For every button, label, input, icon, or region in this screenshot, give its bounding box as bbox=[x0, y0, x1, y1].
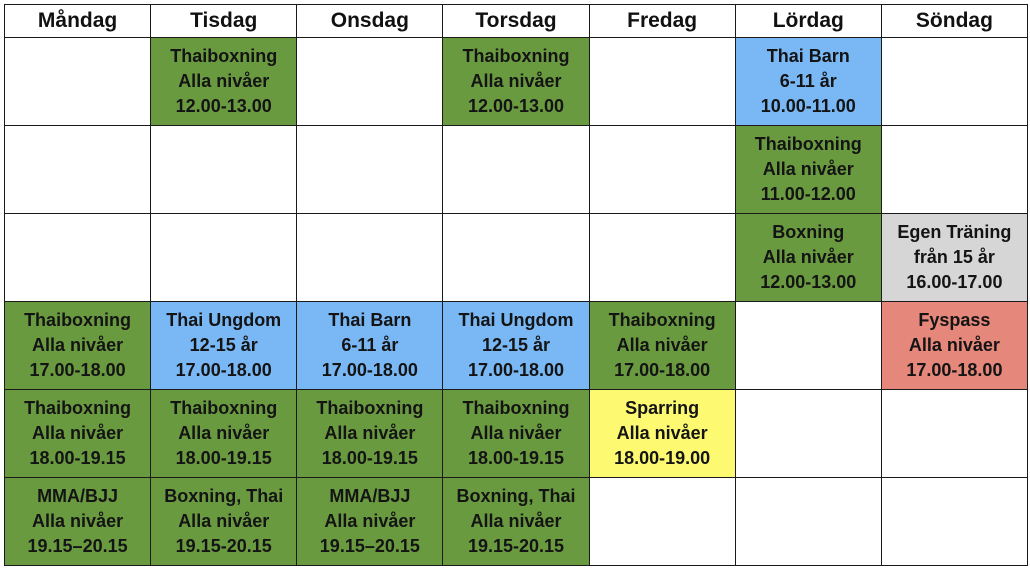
session-title: Boxning, Thai bbox=[164, 486, 284, 506]
empty-slot-cell bbox=[589, 38, 735, 126]
session-level: Alla nivåer bbox=[470, 71, 562, 91]
session-level: Alla nivåer bbox=[32, 335, 124, 355]
session-time: 17.00-18.00 bbox=[906, 360, 1003, 380]
session-level: Alla nivåer bbox=[470, 511, 562, 531]
empty-slot-cell bbox=[735, 478, 881, 566]
class-session-cell bbox=[151, 478, 297, 566]
session-level: Alla nivåer bbox=[470, 423, 562, 443]
class-session-cell bbox=[297, 302, 443, 390]
session-level: Alla nivåer bbox=[762, 159, 854, 179]
session-level: 12-15 år bbox=[481, 335, 551, 355]
schedule-row bbox=[5, 214, 1028, 302]
session-time: 18.00-19.15 bbox=[321, 448, 418, 468]
day-header-thursday: Torsdag bbox=[443, 5, 589, 38]
empty-slot-cell bbox=[5, 38, 151, 126]
class-session-cell bbox=[443, 478, 589, 566]
empty-slot-cell bbox=[297, 214, 443, 302]
session-title: Thai Ungdom bbox=[166, 310, 282, 330]
day-header-saturday: Lördag bbox=[735, 5, 881, 38]
session-level: Alla nivåer bbox=[178, 511, 270, 531]
session-level: 6-11 år bbox=[779, 71, 837, 91]
session-title: Thai Barn bbox=[766, 46, 850, 66]
session-title: MMA/BJJ bbox=[329, 486, 411, 506]
schedule-body bbox=[5, 38, 1028, 566]
session-level: Alla nivåer bbox=[178, 71, 270, 91]
session-level: Alla nivåer bbox=[32, 423, 124, 443]
class-session-cell bbox=[5, 390, 151, 478]
session-level: Alla nivåer bbox=[616, 335, 708, 355]
schedule-row bbox=[5, 478, 1028, 566]
session-title: MMA/BJJ bbox=[37, 486, 119, 506]
empty-slot-cell bbox=[443, 126, 589, 214]
session-time: 17.00-18.00 bbox=[467, 360, 565, 380]
session-level: 12-15 år bbox=[189, 335, 258, 355]
session-time: 11.00-12.00 bbox=[760, 184, 856, 204]
empty-slot-cell bbox=[881, 38, 1027, 126]
session-time: 12.00-13.00 bbox=[760, 272, 857, 292]
class-session-cell bbox=[735, 214, 881, 302]
empty-slot-cell bbox=[443, 214, 589, 302]
session-title: Thaiboxning bbox=[24, 398, 132, 418]
session-level: från 15 år bbox=[913, 247, 995, 267]
session-time: 12.00-13.00 bbox=[175, 96, 272, 116]
empty-slot-cell bbox=[297, 126, 443, 214]
session-level: Alla nivåer bbox=[324, 423, 416, 443]
session-time: 19.15–20.15 bbox=[27, 536, 128, 556]
session-level: Alla nivåer bbox=[32, 511, 124, 531]
class-session-cell bbox=[443, 302, 589, 390]
day-header-row bbox=[5, 5, 1028, 38]
empty-slot-cell bbox=[297, 38, 443, 126]
session-time: 19.15–20.15 bbox=[319, 536, 420, 556]
session-title: Thaiboxning bbox=[24, 310, 132, 330]
schedule-row bbox=[5, 38, 1028, 126]
schedule-row bbox=[5, 126, 1028, 214]
session-time: 17.00-18.00 bbox=[321, 360, 418, 380]
class-session-cell bbox=[735, 126, 881, 214]
empty-slot-cell bbox=[589, 478, 735, 566]
session-time: 18.00-19.15 bbox=[467, 448, 565, 468]
empty-slot-cell bbox=[5, 214, 151, 302]
class-session-cell bbox=[5, 302, 151, 390]
empty-slot-cell bbox=[151, 126, 297, 214]
class-session-cell bbox=[881, 302, 1027, 390]
empty-slot-cell bbox=[881, 390, 1027, 478]
class-session-cell bbox=[881, 214, 1027, 302]
session-level: Alla nivåer bbox=[762, 247, 854, 267]
session-time: 12.00-13.00 bbox=[467, 96, 565, 116]
empty-slot-cell bbox=[735, 390, 881, 478]
session-title: Sparring bbox=[625, 398, 700, 418]
session-title: Thaiboxning bbox=[170, 398, 278, 418]
class-session-cell bbox=[443, 390, 589, 478]
session-time: 17.00-18.00 bbox=[614, 360, 711, 380]
session-time: 18.00-19.15 bbox=[29, 448, 126, 468]
class-session-cell bbox=[443, 38, 589, 126]
session-time: 19.15-20.15 bbox=[467, 536, 565, 556]
class-session-cell bbox=[151, 390, 297, 478]
day-header-monday: Måndag bbox=[5, 5, 151, 38]
empty-slot-cell bbox=[151, 214, 297, 302]
class-session-cell bbox=[297, 390, 443, 478]
day-header-wednesday: Onsdag bbox=[297, 5, 443, 38]
session-level: Alla nivåer bbox=[178, 423, 270, 443]
session-title: Thai Barn bbox=[328, 310, 412, 330]
class-session-cell bbox=[297, 478, 443, 566]
session-title: Thaiboxning bbox=[316, 398, 424, 418]
session-title: Thai Ungdom bbox=[458, 310, 574, 330]
session-title: Thaiboxning bbox=[754, 134, 862, 154]
session-title: Fyspass bbox=[918, 310, 991, 330]
session-title: Egen Träning bbox=[897, 222, 1012, 242]
empty-slot-cell bbox=[589, 126, 735, 214]
class-session-cell bbox=[735, 38, 881, 126]
session-level: Alla nivåer bbox=[616, 423, 708, 443]
session-title: Boxning bbox=[772, 222, 845, 242]
class-session-cell bbox=[151, 302, 297, 390]
session-time: 17.00-18.00 bbox=[29, 360, 126, 380]
class-session-cell bbox=[151, 38, 297, 126]
session-title: Thaiboxning bbox=[608, 310, 716, 330]
empty-slot-cell bbox=[881, 126, 1027, 214]
empty-slot-cell bbox=[735, 302, 881, 390]
session-time: 16.00-17.00 bbox=[906, 272, 1003, 292]
session-time: 10.00-11.00 bbox=[760, 96, 856, 116]
empty-slot-cell bbox=[5, 126, 151, 214]
session-level: 6-11 år bbox=[341, 335, 399, 355]
session-title: Boxning, Thai bbox=[456, 486, 576, 506]
empty-slot-cell bbox=[589, 214, 735, 302]
weekly-schedule-table bbox=[4, 4, 1028, 566]
class-session-cell bbox=[589, 390, 735, 478]
empty-slot-cell bbox=[881, 478, 1027, 566]
schedule-row bbox=[5, 390, 1028, 478]
schedule-row bbox=[5, 302, 1028, 390]
session-time: 18.00-19.00 bbox=[614, 448, 711, 468]
session-title: Thaiboxning bbox=[462, 398, 570, 418]
day-header-sunday: Söndag bbox=[881, 5, 1027, 38]
session-time: 19.15-20.15 bbox=[175, 536, 272, 556]
day-header-friday: Fredag bbox=[589, 5, 735, 38]
session-level: Alla nivåer bbox=[324, 511, 416, 531]
session-time: 18.00-19.15 bbox=[175, 448, 272, 468]
session-title: Thaiboxning bbox=[170, 46, 278, 66]
session-time: 17.00-18.00 bbox=[175, 360, 272, 380]
class-session-cell bbox=[589, 302, 735, 390]
session-level: Alla nivåer bbox=[908, 335, 1000, 355]
day-header-tuesday: Tisdag bbox=[151, 5, 297, 38]
session-title: Thaiboxning bbox=[462, 46, 570, 66]
class-session-cell bbox=[5, 478, 151, 566]
